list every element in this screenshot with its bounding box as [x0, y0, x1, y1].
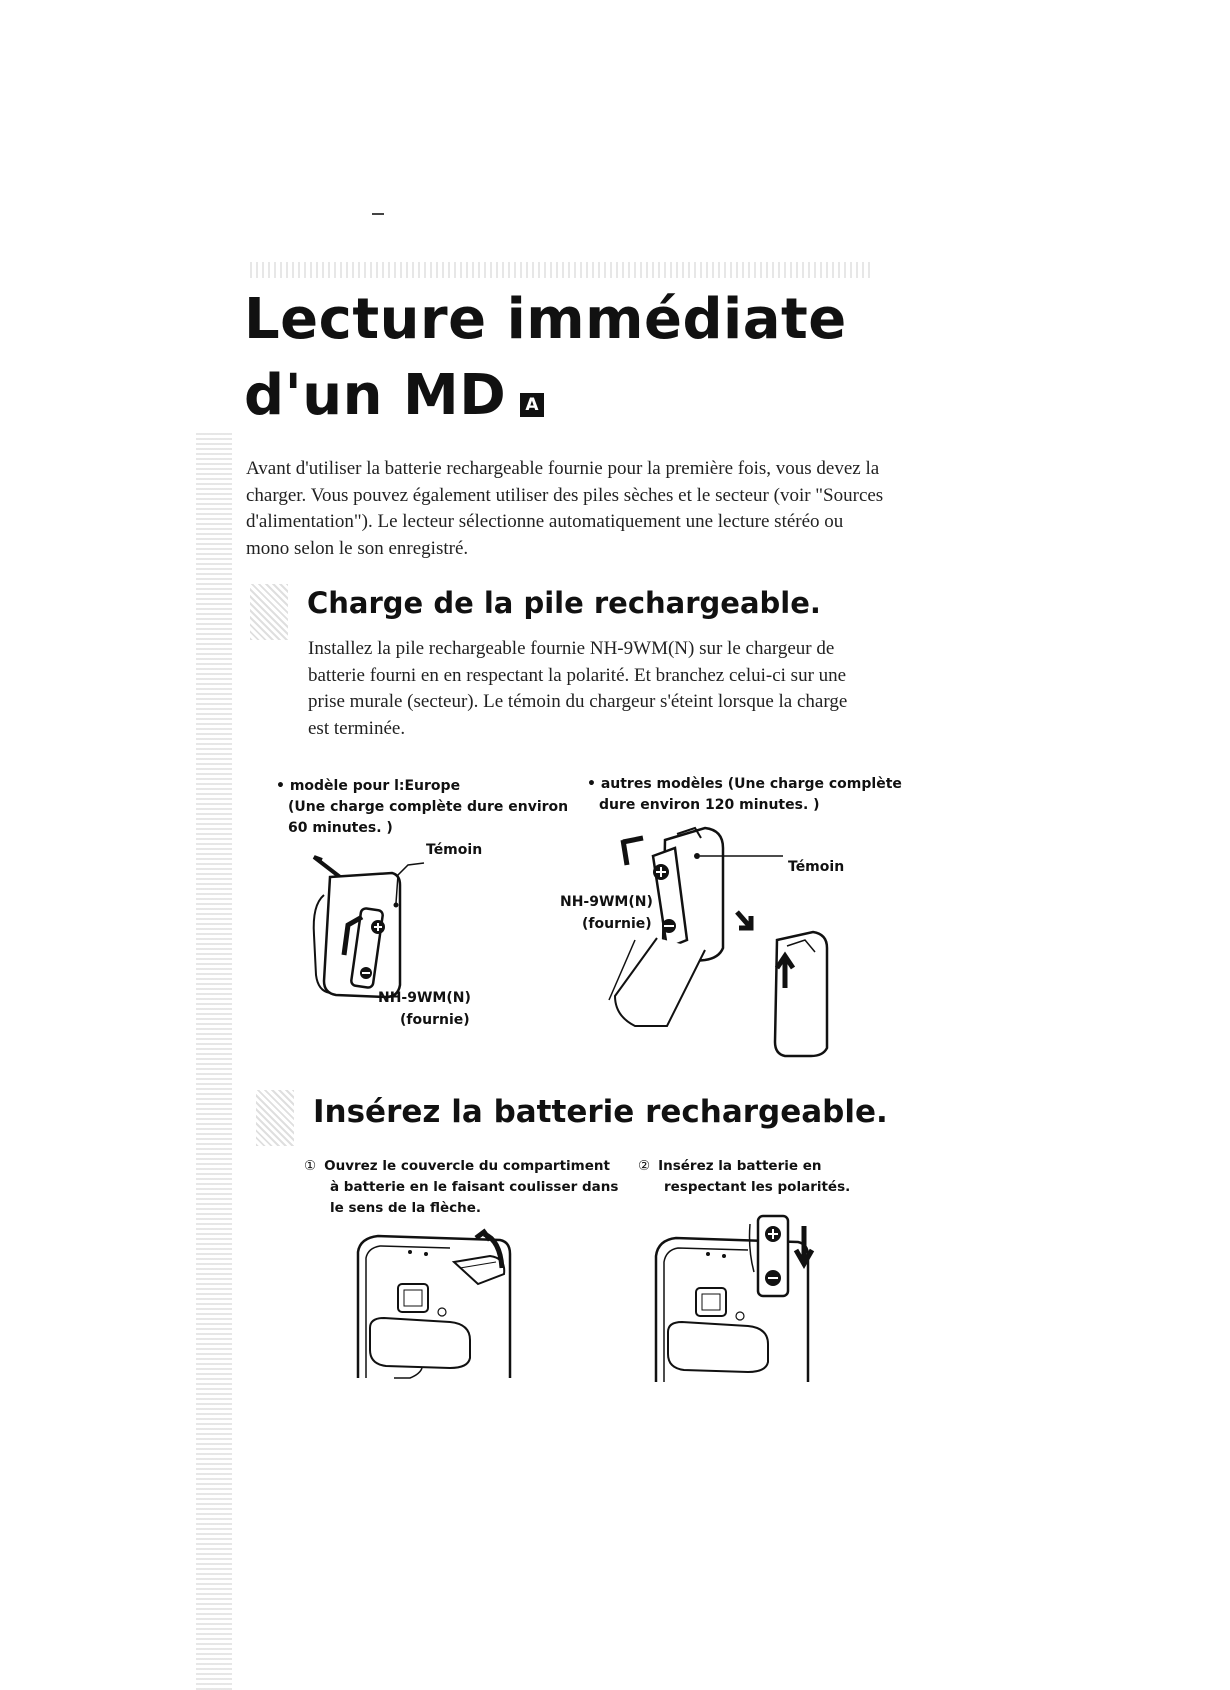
- step-1-marker-icon: [250, 584, 288, 640]
- step-1-text: Ouvrez le couvercle du compartiment: [324, 1158, 610, 1174]
- caption-other-line: dure environ 120 minutes. ): [599, 797, 820, 813]
- section-1-body: Installez la pile rechargeable fournie NH-9WM(N) sur le chargeur de batterie fourni en en respectant la polarité. Et branchez celui-ci sur une prise murale (secteur). Le témoin du chargeur s'éteint lorsque la charge est terminée.: [308, 638, 848, 739]
- step-1-number: ①: [304, 1158, 317, 1174]
- step-2-line: respectant les polarités.: [664, 1179, 851, 1195]
- scan-edge-shadow: [196, 430, 232, 1690]
- step-2-text: Insérez la batterie en: [658, 1158, 822, 1174]
- scan-noise-top: [250, 262, 870, 278]
- step-2-line: [638, 1156, 850, 1177]
- player-insert-battery-illustration: [650, 1210, 830, 1390]
- step-2-number: ②: [638, 1158, 651, 1174]
- step-1-instructions: [304, 1156, 618, 1219]
- step-2-instructions: [638, 1156, 850, 1198]
- label-supplied-other: (fournie): [582, 916, 652, 932]
- scan-dash: [372, 213, 384, 215]
- player-open-lid-illustration: [350, 1228, 530, 1388]
- caption-europe-line: (Une charge complète dure environ: [288, 799, 569, 815]
- step-1-line: [304, 1156, 618, 1177]
- step-1-line: le sens de la flèche.: [330, 1200, 482, 1216]
- caption-europe-line: 60 minutes. ): [288, 820, 393, 836]
- label-battery-europe: NH-9WM(N): [378, 990, 471, 1006]
- label-battery-other: NH-9WM(N): [560, 894, 653, 910]
- label-temoin-other: Témoin: [788, 859, 845, 875]
- direction-arrow-icon: [796, 1226, 812, 1264]
- page-title: [244, 282, 847, 434]
- direction-arrow-icon: [737, 912, 751, 928]
- label-supplied-europe: (fournie): [400, 1012, 470, 1028]
- caption-other-line: • autres modèles (Une charge complète: [587, 776, 902, 792]
- caption-europe: [276, 776, 568, 839]
- figure-letter-badge: A: [520, 393, 544, 417]
- step-1-line: à batterie en le faisant coulisser dans: [330, 1179, 619, 1195]
- title-line-2: [244, 358, 847, 434]
- section-1-heading: Charge de la pile rechargeable.: [307, 586, 821, 620]
- charger-other-illustration: [605, 820, 865, 1060]
- section-2-heading: Insérez la batterie rechargeable.: [313, 1094, 888, 1130]
- caption-other-models: [587, 774, 902, 816]
- step-2-marker-icon: [256, 1090, 294, 1146]
- title-line-1: Lecture immédiate: [244, 287, 847, 352]
- caption-europe-line: • modèle pour l:Europe: [276, 778, 461, 794]
- title-text-md: d'un MD: [244, 363, 507, 428]
- intro-paragraph: Avant d'utiliser la batterie rechargeable fournie pour la première fois, vous devez la charger. Vous pouvez également utiliser des piles sèches et le secteur (voir "Sources d'alimentation"). Le lecteur sélectionne automatiquement une lecture stéréo ou mono selon le son enregistré.: [246, 458, 884, 559]
- label-temoin-europe: Témoin: [426, 842, 483, 858]
